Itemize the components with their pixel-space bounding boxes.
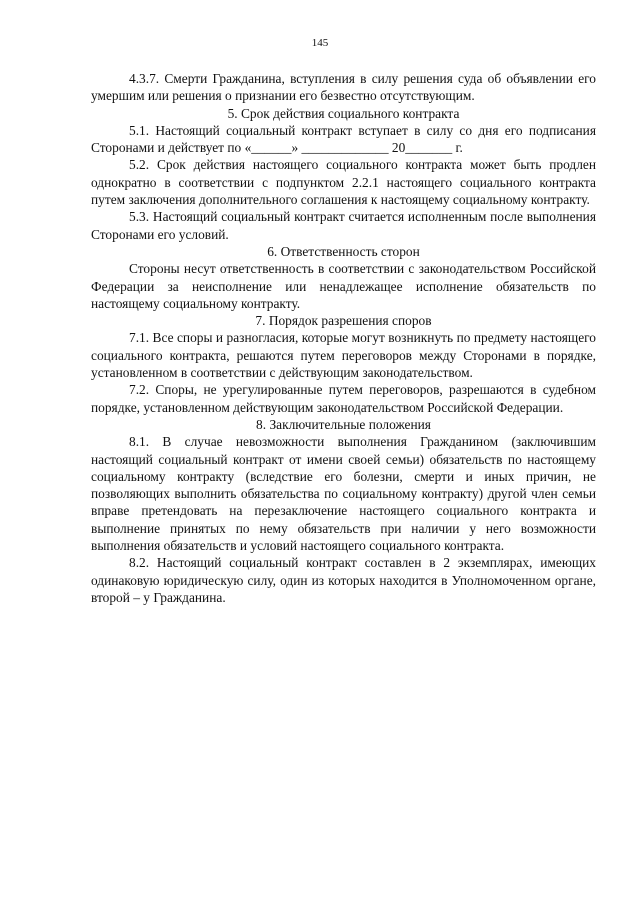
- section-6-title: 6. Ответственность сторон: [267, 243, 420, 259]
- section-8-title: 8. Заключительные положения: [256, 416, 431, 432]
- section-5-title: 5. Срок действия социального контракта: [227, 105, 460, 121]
- page-number: 145: [311, 37, 329, 49]
- clause-8-2: 8.2. Настоящий социальный контракт составлен в 2 экземплярах, имеющих одинаковую юридическую силу, один из которых находится в Уполномоченном органе, второй – у Гражданина.: [91, 555, 596, 605]
- section-7-title: 7. Порядок разрешения споров: [255, 313, 432, 329]
- clause-5-1: 5.1. Настоящий социальный контракт вступает в силу со дня его подписания Сторонами и действует по «______» _____________ 20_______ г.: [91, 122, 596, 156]
- document-body: [91, 70, 596, 606]
- section-6-text: Стороны несут ответственность в соответствии с законодательством Российской Федерации за неисполнение или ненадлежащее исполнение обязательств по настоящему социальному контракту.: [91, 261, 596, 311]
- clause-8-1: 8.1. В случае невозможности выполнения Гражданином (заключившим настоящий социальный контракт от имени своей семьи) обязательств по настоящему социальному контракту (вследствие его болезни, смерти и иных причин, не позволяющих выполнить обязательства по социальному контракту) другой член семьи вправе претендовать на перезаключение настоящего социального контракта и выполнение принятых по нему обязательств при наличии у него возможности выполнения обязательств и условий настоящего социального контракта.: [91, 434, 596, 554]
- clause-7-2: 7.2. Споры, не урегулированные путем переговоров, разрешаются в судебном порядке, установленном действующим законодательством Российской Федерации.: [91, 382, 596, 415]
- clause-5-2: 5.2. Срок действия настоящего социального контракта может быть продлен однократно в соответствии с подпунктом 2.2.1 настоящего социального контракта путем заключения дополнительного соглашения к настоящему социальному контракту.: [91, 157, 596, 208]
- clause-7-1: 7.1. Все споры и разногласия, которые могут возникнуть по предмету настоящего социального контракта, решаются путем переговоров между Сторонами в порядке, установленном в соответствии с действующим законодательством.: [91, 330, 596, 381]
- clause-5-3: 5.3. Настоящий социальный контракт считается исполненным после выполнения Сторонами его условий.: [91, 209, 596, 242]
- clause-4-3-7: 4.3.7. Смерти Гражданина, вступления в силу решения суда об объявлении его умершим или решения о признании его безвестно отсутствующим.: [91, 71, 596, 104]
